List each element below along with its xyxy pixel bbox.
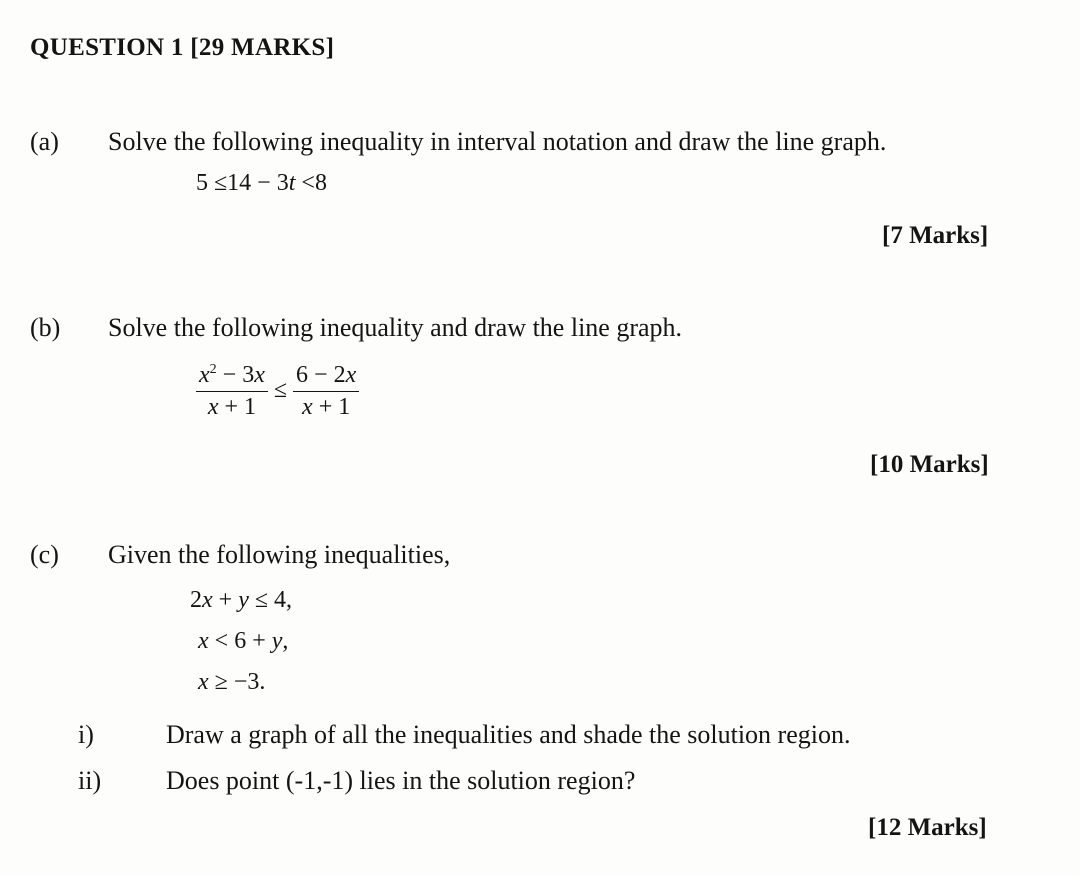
part-b-text: Solve the following inequality and draw the line graph. (108, 313, 683, 342)
sub-i-label: i) (78, 720, 94, 749)
part-c-text: Given the following inequalities, (108, 540, 451, 569)
right-denominator: x + 1 (302, 394, 351, 420)
sub-ii-text: Does point (-1,-1) lies in the solution region? (166, 766, 636, 795)
left-fraction (196, 362, 268, 421)
part-a-text: Solve the following inequality in interval notation and draw the line graph. (108, 127, 887, 156)
part-b-marks: [10 Marks] (870, 451, 989, 478)
expr-a-var: t (288, 170, 296, 196)
part-c-label: (c) (30, 540, 59, 569)
expr-a-lhs: 5 (196, 170, 208, 196)
inequality-3: x ≥ −3. (198, 669, 266, 695)
expr-a-rel2: < (301, 170, 315, 196)
left-numerator: $x^2 - 3x$ (196, 362, 268, 392)
left-denominator: x + 1 (207, 394, 257, 420)
right-numerator: 6 − 2x (293, 362, 359, 392)
question-title: QUESTION 1 [29 MARKS] (30, 34, 335, 61)
part-a-label: (a) (30, 127, 59, 156)
expr-a-mid-a: 14 (227, 170, 252, 196)
inequality-2: x < 6 + y, (198, 628, 289, 654)
part-b-label: (b) (30, 313, 61, 342)
part-a-marks: [7 Marks] (882, 222, 989, 249)
sub-ii-label: ii) (78, 766, 102, 795)
sub-i-text: Draw a graph of all the inequalities and shade the solution region. (166, 720, 851, 749)
expr-a-mid-b: 3 (276, 170, 289, 196)
expr-a-rel1: ≤ (214, 170, 228, 196)
inequality-1: 2x + y ≤ 4, (190, 587, 293, 613)
part-b-expression (196, 362, 359, 421)
part-c-marks: [12 Marks] (868, 814, 987, 841)
expr-a-minus: − (257, 170, 271, 196)
part-a-expression (196, 170, 327, 197)
expr-a-rhs: 8 (314, 170, 327, 196)
right-fraction (293, 362, 359, 421)
part-b-relation: ≤ (273, 377, 288, 404)
